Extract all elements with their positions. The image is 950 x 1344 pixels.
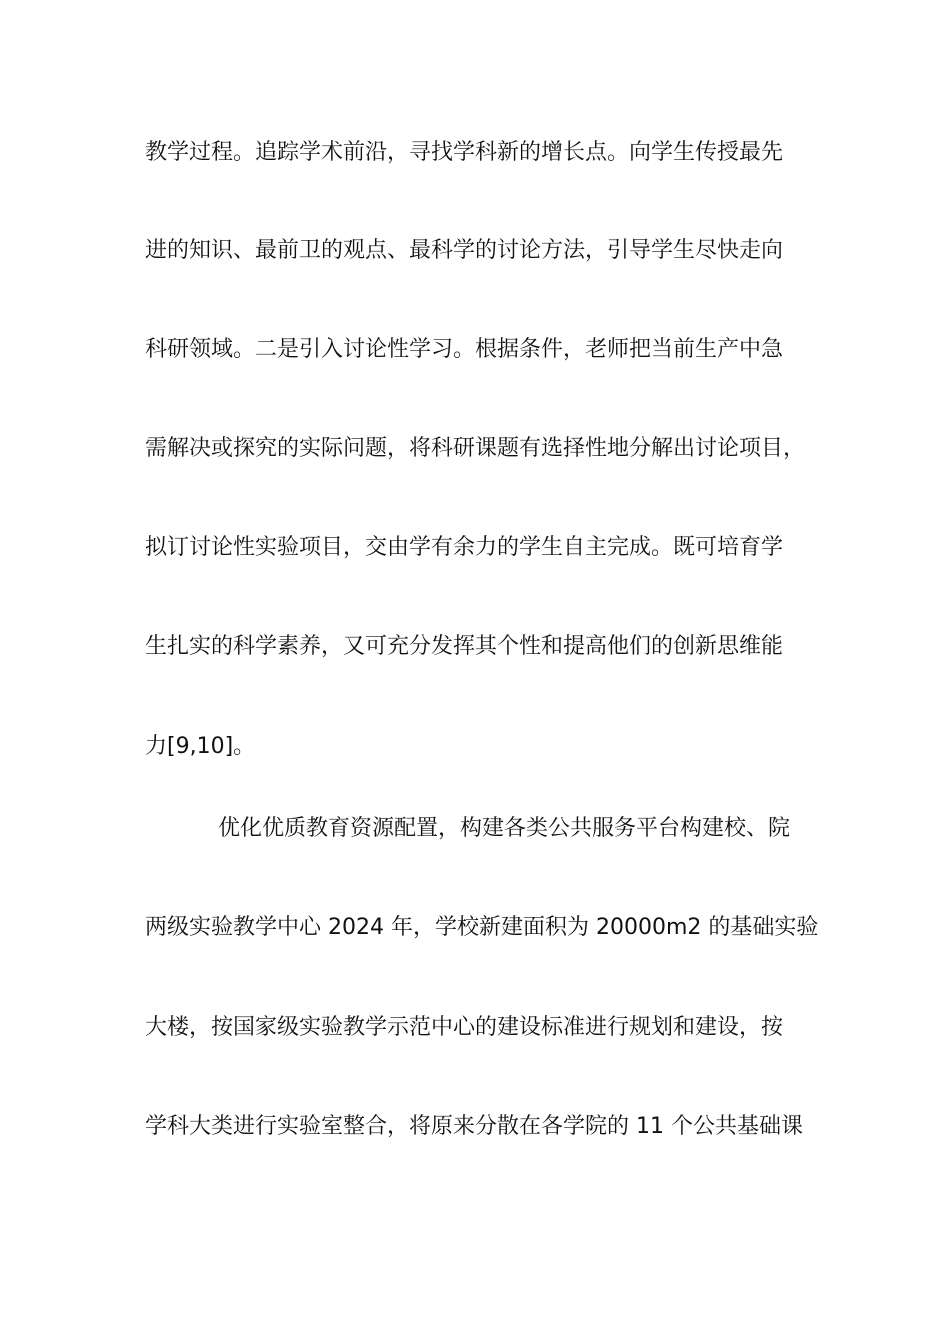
text-line-3: 科研领域。二是引入讨论性学习。根据条件，老师把当前生产中急 [145,337,784,362]
text-line-5: 拟订讨论性实验项目，交由学有余力的学生自主完成。既可培育学 [145,535,784,560]
text-line-9: 两级实验教学中心 2024 年，学校新建面积为 20000m2 的基础实验 [145,915,819,940]
text-line-6: 生扎实的科学素养，又可充分发挥其个性和提高他们的创新思维能 [145,634,784,659]
text-line-4: 需解决或探究的实际问题，将科研课题有选择性地分解出讨论项目， [145,436,806,461]
text-line-2: 进的知识、最前卫的观点、最科学的讨论方法，引导学生尽快走向 [145,238,784,263]
paragraph-first-line: 优化优质教育资源配置，构建各类公共服务平台构建校、院 [218,816,791,841]
text-line-7: 力[9,10]。 [145,734,256,759]
text-line-11: 学科大类进行实验室整合，将原来分散在各学院的 11 个公共基础课 [145,1114,803,1139]
text-line-10: 大楼，按国家级实验教学示范中心的建设标准进行规划和建设，按 [145,1015,784,1040]
text-line-1: 教学过程。追踪学术前沿，寻找学科新的增长点。向学生传授最先 [145,140,784,165]
